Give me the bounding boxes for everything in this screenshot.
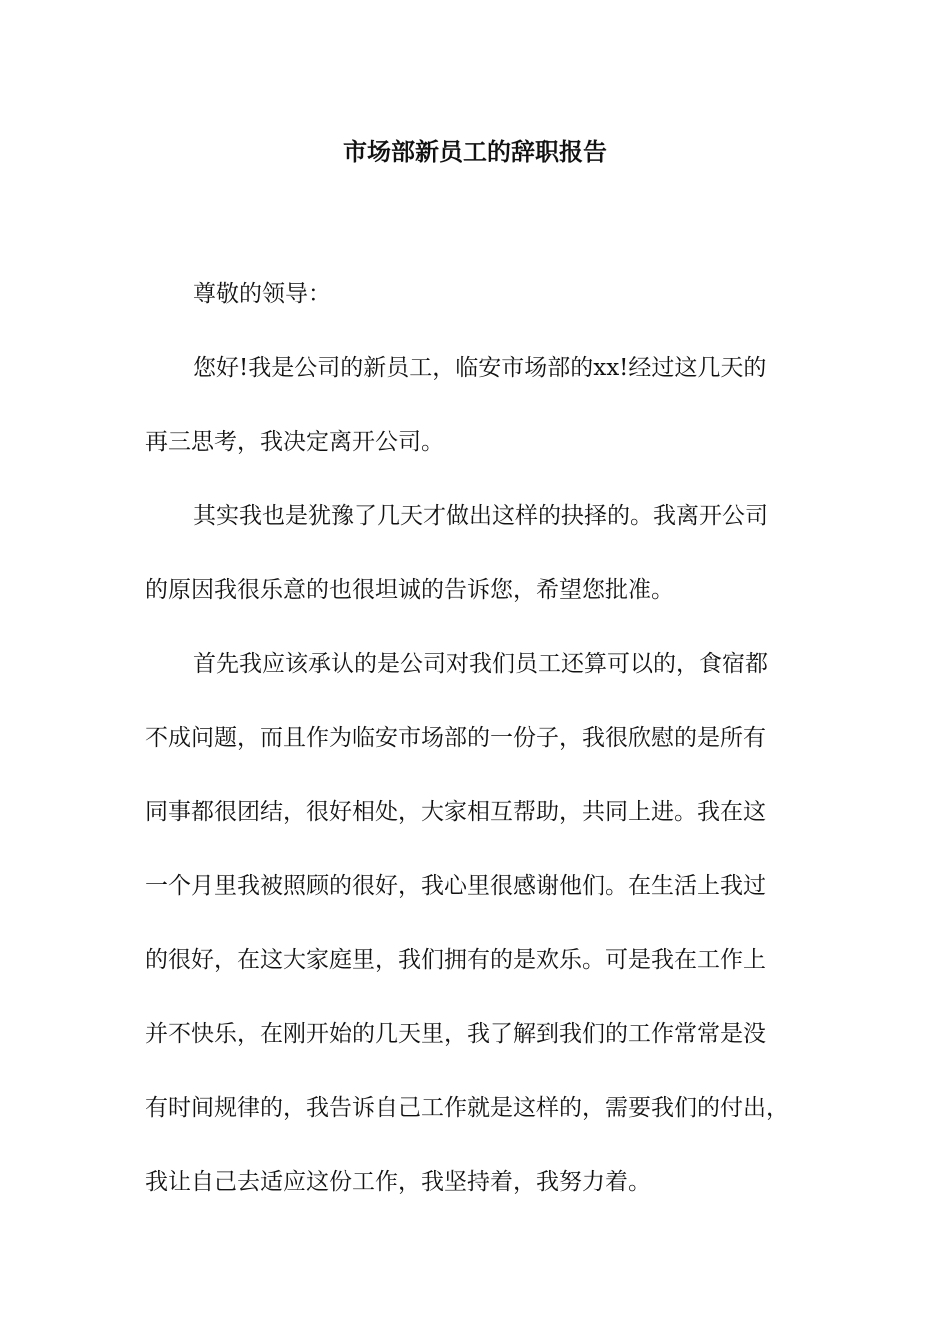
body-line: 再三思考，我决定离开公司。 [145, 429, 444, 455]
body-line: 您好!我是公司的新员工，临安市场部的xx!经过这几天的 [193, 355, 767, 381]
body-line: 一个月里我被照顾的很好，我心里很感谢他们。在生活上我过 [145, 873, 766, 899]
body-line: 不成问题，而且作为临安市场部的一份子，我很欣慰的是所有 [145, 725, 766, 751]
body-line: 其实我也是犹豫了几天才做出这样的抉择的。我离开公司 [193, 503, 768, 529]
salutation-line: 尊敬的领导： [193, 281, 331, 307]
body-line: 并不快乐，在刚开始的几天里，我了解到我们的工作常常是没 [145, 1021, 766, 1047]
body-line: 的原因我很乐意的也很坦诚的告诉您，希望您批准。 [145, 577, 674, 603]
body-line: 的很好，在这大家庭里，我们拥有的是欢乐。可是我在工作上 [145, 947, 766, 973]
document-body [145, 257, 825, 1219]
body-line: 首先我应该承认的是公司对我们员工还算可以的，食宿都 [193, 651, 768, 677]
body-line: 同事都很团结，很好相处，大家相互帮助，共同上进。我在这 [145, 799, 766, 825]
body-line: 我让自己去适应这份工作，我坚持着，我努力着。 [145, 1169, 651, 1195]
document-title: 市场部新员工的辞职报告 [343, 137, 607, 166]
body-line: 有时间规律的，我告诉自己工作就是这样的，需要我们的付出， [145, 1095, 789, 1121]
